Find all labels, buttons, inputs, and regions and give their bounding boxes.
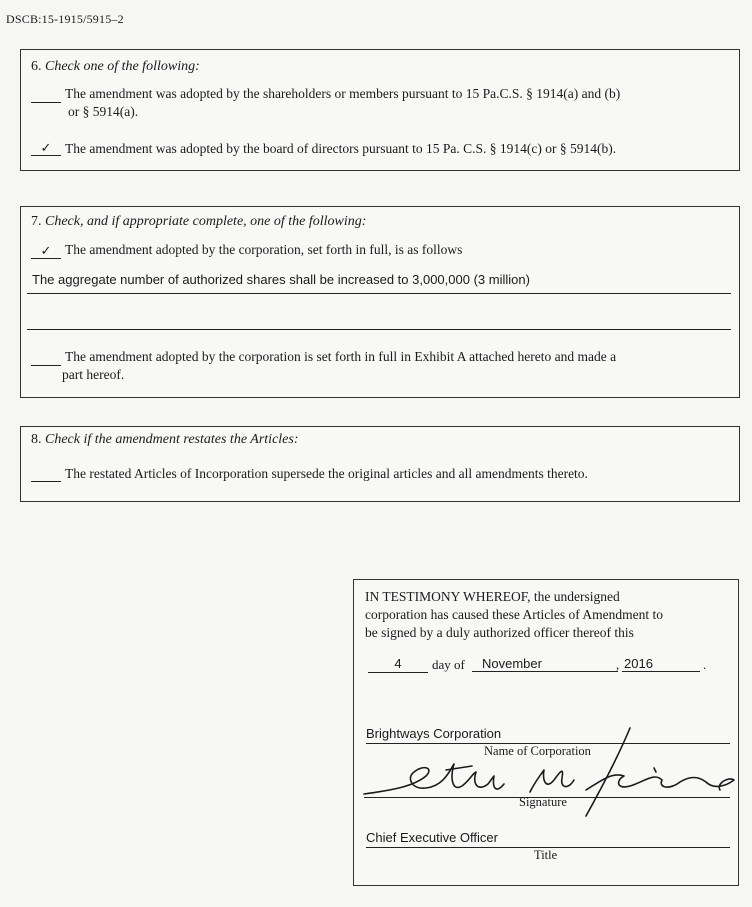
section-7-number: 7. <box>31 214 42 229</box>
testimony-line-1: IN TESTIMONY WHEREOF, the undersigned <box>365 589 620 604</box>
section-6-option-b-text: The amendment was adopted by the board of directors pursuant to 15 Pa. C.S. § 1914(c) or § 5914(b). <box>65 141 617 156</box>
day-of-label: day of <box>432 657 465 672</box>
handwritten-signature <box>354 580 738 885</box>
section-8-title-text: Check if the amendment restates the Articles: <box>45 432 299 447</box>
day-field[interactable]: 4 <box>368 656 428 673</box>
title-caption: Title <box>534 848 558 862</box>
testimony-line-3: be signed by a duly authorized officer thereof this <box>365 625 634 640</box>
section-6-option-a-line1: The amendment was adopted by the shareholders or members pursuant to 15 Pa.C.S. § 1914(a) and (b) <box>65 86 621 101</box>
corporation-name-field[interactable]: Brightways Corporation <box>366 726 730 744</box>
section-8-checkbox[interactable] <box>31 467 61 482</box>
section-6-title-text: Check one of the following: <box>45 59 200 74</box>
section-7-option-b-line2: part hereof. <box>62 367 125 382</box>
signature-caption: Signature <box>519 795 567 809</box>
section-7-option-b-checkbox[interactable] <box>31 351 61 366</box>
testimony-box <box>353 579 739 886</box>
section-8-title <box>31 432 299 448</box>
testimony-line-2: corporation has caused these Articles of Amendment to <box>365 607 664 622</box>
section-6-option-b-checkbox[interactable]: ✓ <box>31 141 61 156</box>
amendment-text[interactable]: The aggregate number of authorized shares shall be increased to 3,000,000 (3 million) <box>32 272 530 287</box>
month-field[interactable]: November <box>472 656 618 672</box>
section-6-title <box>31 59 200 75</box>
section-8-option-text: The restated Articles of Incorporation supersede the original articles and all amendments thereto. <box>65 466 588 481</box>
corporation-name-caption: Name of Corporation <box>484 744 591 758</box>
amendment-line-2 <box>27 329 731 330</box>
section-6-option-a-checkbox[interactable] <box>31 88 61 103</box>
section-8-box <box>20 426 740 502</box>
document-code: DSCB:15-1915/5915–2 <box>6 12 124 26</box>
section-6-number: 6. <box>31 59 42 74</box>
section-8-number: 8. <box>31 432 42 447</box>
title-field[interactable]: Chief Executive Officer <box>366 830 730 848</box>
section-7-box <box>20 206 740 398</box>
section-7-title-text: Check, and if appropriate complete, one of the following: <box>45 214 367 229</box>
comma-separator: , <box>616 657 620 672</box>
section-7-option-a-text: The amendment adopted by the corporation, set forth in full, is as follows <box>65 242 463 257</box>
year-field[interactable]: 2016 <box>622 656 700 672</box>
section-7-option-b-line1: The amendment adopted by the corporation is set forth in full in Exhibit A attached hereto and made a <box>65 349 617 364</box>
amendment-line-1 <box>27 293 731 294</box>
section-7-title <box>31 214 366 230</box>
section-6-option-a-line2: or § 5914(a). <box>68 104 139 119</box>
section-7-option-a-checkbox[interactable]: ✓ <box>31 244 61 259</box>
period-mark: . <box>703 657 707 672</box>
section-6-box <box>20 49 740 171</box>
